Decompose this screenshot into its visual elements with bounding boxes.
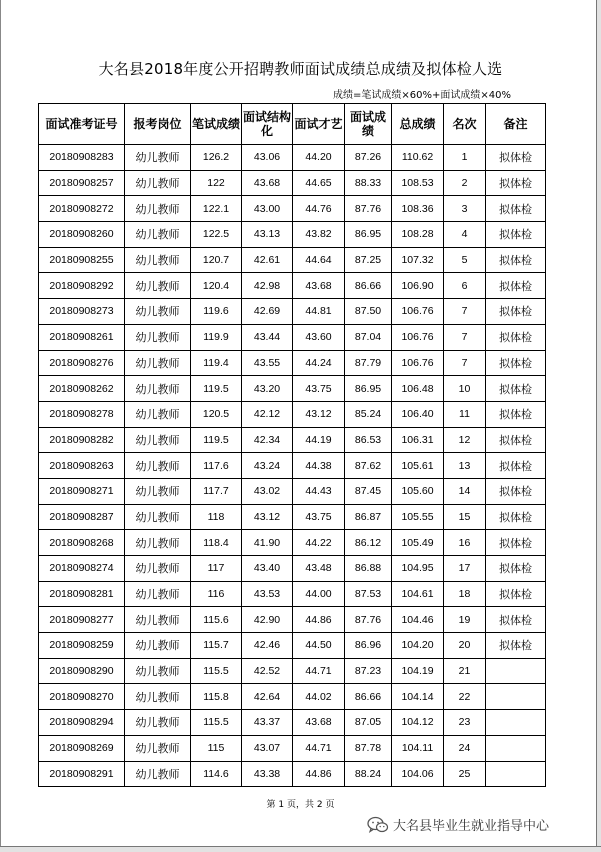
cell-remarks bbox=[486, 761, 546, 787]
cell-remarks: 拟体检 bbox=[486, 530, 546, 556]
cell-total-score: 104.11 bbox=[392, 735, 444, 761]
cell-remarks: 拟体检 bbox=[486, 607, 546, 633]
cell-written-score: 114.6 bbox=[191, 761, 242, 787]
cell-interview-score: 87.04 bbox=[345, 324, 392, 350]
table-row bbox=[39, 761, 546, 787]
cell-interview-score: 87.26 bbox=[345, 145, 392, 171]
cell-total-score: 106.48 bbox=[392, 376, 444, 402]
cell-structured-score: 43.13 bbox=[242, 222, 293, 248]
table-row bbox=[39, 530, 546, 556]
cell-structured-score: 42.90 bbox=[242, 607, 293, 633]
cell-total-score: 108.36 bbox=[392, 196, 444, 222]
cell-rank: 24 bbox=[444, 735, 486, 761]
cell-total-score: 108.28 bbox=[392, 222, 444, 248]
cell-rank: 7 bbox=[444, 299, 486, 325]
cell-rank: 12 bbox=[444, 427, 486, 453]
score-table bbox=[38, 103, 546, 787]
cell-post: 幼儿教师 bbox=[125, 376, 191, 402]
cell-post: 幼儿教师 bbox=[125, 504, 191, 530]
cell-remarks: 拟体检 bbox=[486, 350, 546, 376]
cell-talent-score: 43.68 bbox=[293, 710, 345, 736]
cell-total-score: 104.20 bbox=[392, 633, 444, 659]
cell-talent-score: 44.86 bbox=[293, 607, 345, 633]
cell-remarks: 拟体检 bbox=[486, 427, 546, 453]
cell-exam-id: 20180908268 bbox=[39, 530, 125, 556]
watermark-text: 大名县毕业生就业指导中心 bbox=[393, 819, 550, 834]
cell-structured-score: 42.61 bbox=[242, 247, 293, 273]
cell-interview-score: 86.88 bbox=[345, 556, 392, 582]
cell-talent-score: 43.60 bbox=[293, 324, 345, 350]
score-formula: 成绩=笔试成绩×60%+面试成绩×40% bbox=[333, 90, 511, 101]
cell-remarks: 拟体检 bbox=[486, 145, 546, 171]
cell-total-score: 104.06 bbox=[392, 761, 444, 787]
cell-remarks: 拟体检 bbox=[486, 453, 546, 479]
cell-interview-score: 86.96 bbox=[345, 633, 392, 659]
cell-talent-score: 44.71 bbox=[293, 658, 345, 684]
cell-written-score: 115 bbox=[191, 735, 242, 761]
cell-post: 幼儿教师 bbox=[125, 401, 191, 427]
cell-talent-score: 43.48 bbox=[293, 556, 345, 582]
cell-structured-score: 43.55 bbox=[242, 350, 293, 376]
cell-exam-id: 20180908272 bbox=[39, 196, 125, 222]
cell-post: 幼儿教师 bbox=[125, 273, 191, 299]
cell-remarks: 拟体检 bbox=[486, 196, 546, 222]
cell-total-score: 106.40 bbox=[392, 401, 444, 427]
cell-exam-id: 20180908257 bbox=[39, 170, 125, 196]
table-row bbox=[39, 581, 546, 607]
header-rank: 名次 bbox=[444, 104, 486, 145]
cell-rank: 22 bbox=[444, 684, 486, 710]
cell-post: 幼儿教师 bbox=[125, 350, 191, 376]
cell-structured-score: 42.12 bbox=[242, 401, 293, 427]
header-remarks: 备注 bbox=[486, 104, 546, 145]
cell-rank: 23 bbox=[444, 710, 486, 736]
cell-written-score: 120.5 bbox=[191, 401, 242, 427]
cell-remarks: 拟体检 bbox=[486, 556, 546, 582]
cell-talent-score: 44.64 bbox=[293, 247, 345, 273]
cell-rank: 10 bbox=[444, 376, 486, 402]
cell-exam-id: 20180908281 bbox=[39, 581, 125, 607]
table-row bbox=[39, 145, 546, 171]
cell-rank: 18 bbox=[444, 581, 486, 607]
cell-remarks bbox=[486, 684, 546, 710]
cell-rank: 17 bbox=[444, 556, 486, 582]
cell-talent-score: 43.75 bbox=[293, 504, 345, 530]
cell-written-score: 115.8 bbox=[191, 684, 242, 710]
cell-structured-score: 42.98 bbox=[242, 273, 293, 299]
header-post: 报考岗位 bbox=[125, 104, 191, 145]
cell-talent-score: 44.81 bbox=[293, 299, 345, 325]
cell-interview-score: 88.24 bbox=[345, 761, 392, 787]
cell-interview-score: 87.76 bbox=[345, 607, 392, 633]
cell-rank: 2 bbox=[444, 170, 486, 196]
cell-post: 幼儿教师 bbox=[125, 478, 191, 504]
cell-rank: 13 bbox=[444, 453, 486, 479]
cell-remarks bbox=[486, 710, 546, 736]
cell-interview-score: 86.95 bbox=[345, 376, 392, 402]
cell-total-score: 104.19 bbox=[392, 658, 444, 684]
cell-exam-id: 20180908263 bbox=[39, 453, 125, 479]
cell-interview-score: 87.62 bbox=[345, 453, 392, 479]
cell-rank: 1 bbox=[444, 145, 486, 171]
cell-structured-score: 42.52 bbox=[242, 658, 293, 684]
cell-post: 幼儿教师 bbox=[125, 222, 191, 248]
cell-rank: 11 bbox=[444, 401, 486, 427]
cell-talent-score: 44.22 bbox=[293, 530, 345, 556]
cell-written-score: 118 bbox=[191, 504, 242, 530]
cell-talent-score: 44.19 bbox=[293, 427, 345, 453]
page-title: 大名县2018年度公开招聘教师面试成绩总成绩及拟体检人选 bbox=[98, 60, 503, 78]
cell-remarks bbox=[486, 735, 546, 761]
cell-remarks: 拟体检 bbox=[486, 222, 546, 248]
cell-structured-score: 43.07 bbox=[242, 735, 293, 761]
cell-exam-id: 20180908283 bbox=[39, 145, 125, 171]
cell-post: 幼儿教师 bbox=[125, 170, 191, 196]
cell-total-score: 106.90 bbox=[392, 273, 444, 299]
cell-exam-id: 20180908277 bbox=[39, 607, 125, 633]
cell-interview-score: 87.25 bbox=[345, 247, 392, 273]
cell-rank: 7 bbox=[444, 350, 486, 376]
table-row bbox=[39, 247, 546, 273]
cell-structured-score: 43.38 bbox=[242, 761, 293, 787]
cell-structured-score: 43.02 bbox=[242, 478, 293, 504]
cell-total-score: 106.76 bbox=[392, 299, 444, 325]
cell-exam-id: 20180908274 bbox=[39, 556, 125, 582]
cell-written-score: 119.6 bbox=[191, 299, 242, 325]
cell-post: 幼儿教师 bbox=[125, 684, 191, 710]
cell-post: 幼儿教师 bbox=[125, 607, 191, 633]
cell-talent-score: 44.43 bbox=[293, 478, 345, 504]
table-row bbox=[39, 273, 546, 299]
cell-structured-score: 43.06 bbox=[242, 145, 293, 171]
cell-talent-score: 43.68 bbox=[293, 273, 345, 299]
cell-total-score: 105.49 bbox=[392, 530, 444, 556]
cell-rank: 19 bbox=[444, 607, 486, 633]
header-total-score: 总成绩 bbox=[392, 104, 444, 145]
cell-remarks: 拟体检 bbox=[486, 633, 546, 659]
cell-total-score: 107.32 bbox=[392, 247, 444, 273]
cell-remarks: 拟体检 bbox=[486, 401, 546, 427]
cell-talent-score: 43.12 bbox=[293, 401, 345, 427]
cell-written-score: 126.2 bbox=[191, 145, 242, 171]
cell-structured-score: 43.24 bbox=[242, 453, 293, 479]
cell-structured-score: 41.90 bbox=[242, 530, 293, 556]
cell-interview-score: 87.23 bbox=[345, 658, 392, 684]
cell-total-score: 105.60 bbox=[392, 478, 444, 504]
table-row bbox=[39, 710, 546, 736]
cell-talent-score: 44.24 bbox=[293, 350, 345, 376]
cell-total-score: 105.61 bbox=[392, 453, 444, 479]
cell-talent-score: 44.20 bbox=[293, 145, 345, 171]
cell-interview-score: 86.66 bbox=[345, 684, 392, 710]
cell-structured-score: 43.37 bbox=[242, 710, 293, 736]
cell-structured-score: 43.68 bbox=[242, 170, 293, 196]
cell-post: 幼儿教师 bbox=[125, 530, 191, 556]
cell-remarks: 拟体检 bbox=[486, 170, 546, 196]
cell-exam-id: 20180908255 bbox=[39, 247, 125, 273]
cell-interview-score: 87.53 bbox=[345, 581, 392, 607]
table-row bbox=[39, 299, 546, 325]
page-number: 第 1 页，共 2 页 bbox=[266, 800, 335, 810]
cell-total-score: 104.61 bbox=[392, 581, 444, 607]
cell-remarks: 拟体检 bbox=[486, 299, 546, 325]
cell-interview-score: 87.50 bbox=[345, 299, 392, 325]
cell-written-score: 120.7 bbox=[191, 247, 242, 273]
table-row bbox=[39, 478, 546, 504]
cell-interview-score: 87.76 bbox=[345, 196, 392, 222]
cell-written-score: 122.1 bbox=[191, 196, 242, 222]
cell-post: 幼儿教师 bbox=[125, 427, 191, 453]
cell-written-score: 115.7 bbox=[191, 633, 242, 659]
cell-talent-score: 44.71 bbox=[293, 735, 345, 761]
cell-rank: 3 bbox=[444, 196, 486, 222]
cell-exam-id: 20180908260 bbox=[39, 222, 125, 248]
cell-total-score: 104.46 bbox=[392, 607, 444, 633]
cell-total-score: 105.55 bbox=[392, 504, 444, 530]
cell-rank: 15 bbox=[444, 504, 486, 530]
header-talent-interview: 面试才艺 bbox=[293, 104, 345, 145]
cell-exam-id: 20180908294 bbox=[39, 710, 125, 736]
header-interview-score: 面试成绩 bbox=[345, 104, 392, 145]
cell-total-score: 104.95 bbox=[392, 556, 444, 582]
table-row bbox=[39, 453, 546, 479]
cell-total-score: 108.53 bbox=[392, 170, 444, 196]
cell-written-score: 116 bbox=[191, 581, 242, 607]
cell-exam-id: 20180908270 bbox=[39, 684, 125, 710]
cell-total-score: 110.62 bbox=[392, 145, 444, 171]
cell-remarks bbox=[486, 658, 546, 684]
cell-talent-score: 44.02 bbox=[293, 684, 345, 710]
table-row bbox=[39, 350, 546, 376]
cell-exam-id: 20180908276 bbox=[39, 350, 125, 376]
cell-structured-score: 42.69 bbox=[242, 299, 293, 325]
cell-remarks: 拟体检 bbox=[486, 504, 546, 530]
cell-written-score: 119.9 bbox=[191, 324, 242, 350]
table-row bbox=[39, 504, 546, 530]
cell-post: 幼儿教师 bbox=[125, 581, 191, 607]
cell-rank: 14 bbox=[444, 478, 486, 504]
cell-structured-score: 42.46 bbox=[242, 633, 293, 659]
cell-written-score: 117 bbox=[191, 556, 242, 582]
cell-post: 幼儿教师 bbox=[125, 556, 191, 582]
cell-exam-id: 20180908262 bbox=[39, 376, 125, 402]
cell-interview-score: 85.24 bbox=[345, 401, 392, 427]
cell-written-score: 115.5 bbox=[191, 658, 242, 684]
cell-rank: 6 bbox=[444, 273, 486, 299]
cell-written-score: 122 bbox=[191, 170, 242, 196]
cell-total-score: 106.31 bbox=[392, 427, 444, 453]
cell-exam-id: 20180908259 bbox=[39, 633, 125, 659]
table-row bbox=[39, 427, 546, 453]
cell-interview-score: 86.66 bbox=[345, 273, 392, 299]
table-row bbox=[39, 196, 546, 222]
cell-post: 幼儿教师 bbox=[125, 453, 191, 479]
wechat-icon bbox=[367, 816, 389, 834]
cell-post: 幼儿教师 bbox=[125, 761, 191, 787]
cell-exam-id: 20180908291 bbox=[39, 761, 125, 787]
cell-written-score: 119.5 bbox=[191, 427, 242, 453]
cell-written-score: 115.5 bbox=[191, 710, 242, 736]
cell-written-score: 120.4 bbox=[191, 273, 242, 299]
cell-interview-score: 86.53 bbox=[345, 427, 392, 453]
cell-talent-score: 44.00 bbox=[293, 581, 345, 607]
cell-exam-id: 20180908271 bbox=[39, 478, 125, 504]
cell-interview-score: 87.05 bbox=[345, 710, 392, 736]
cell-structured-score: 42.64 bbox=[242, 684, 293, 710]
page-frame-bottom bbox=[0, 846, 601, 852]
cell-rank: 7 bbox=[444, 324, 486, 350]
cell-remarks: 拟体检 bbox=[486, 324, 546, 350]
cell-written-score: 115.6 bbox=[191, 607, 242, 633]
cell-talent-score: 43.75 bbox=[293, 376, 345, 402]
table-row bbox=[39, 684, 546, 710]
cell-written-score: 118.4 bbox=[191, 530, 242, 556]
cell-structured-score: 43.44 bbox=[242, 324, 293, 350]
cell-post: 幼儿教师 bbox=[125, 633, 191, 659]
cell-post: 幼儿教师 bbox=[125, 735, 191, 761]
table-row bbox=[39, 556, 546, 582]
header-written-score: 笔试成绩 bbox=[191, 104, 242, 145]
cell-structured-score: 42.34 bbox=[242, 427, 293, 453]
cell-post: 幼儿教师 bbox=[125, 247, 191, 273]
cell-exam-id: 20180908292 bbox=[39, 273, 125, 299]
cell-remarks: 拟体检 bbox=[486, 247, 546, 273]
cell-exam-id: 20180908273 bbox=[39, 299, 125, 325]
cell-talent-score: 44.76 bbox=[293, 196, 345, 222]
cell-interview-score: 86.87 bbox=[345, 504, 392, 530]
cell-total-score: 106.76 bbox=[392, 324, 444, 350]
cell-post: 幼儿教师 bbox=[125, 710, 191, 736]
cell-post: 幼儿教师 bbox=[125, 324, 191, 350]
cell-talent-score: 43.82 bbox=[293, 222, 345, 248]
cell-rank: 20 bbox=[444, 633, 486, 659]
cell-structured-score: 43.53 bbox=[242, 581, 293, 607]
cell-rank: 25 bbox=[444, 761, 486, 787]
cell-written-score: 119.5 bbox=[191, 376, 242, 402]
header-structured-interview: 面试结构化 bbox=[242, 104, 293, 145]
cell-remarks: 拟体检 bbox=[486, 273, 546, 299]
cell-total-score: 104.14 bbox=[392, 684, 444, 710]
table-header-row bbox=[39, 104, 546, 145]
cell-remarks: 拟体检 bbox=[486, 581, 546, 607]
cell-structured-score: 43.12 bbox=[242, 504, 293, 530]
cell-post: 幼儿教师 bbox=[125, 658, 191, 684]
cell-post: 幼儿教师 bbox=[125, 299, 191, 325]
cell-exam-id: 20180908282 bbox=[39, 427, 125, 453]
table-row bbox=[39, 658, 546, 684]
cell-exam-id: 20180908269 bbox=[39, 735, 125, 761]
cell-post: 幼儿教师 bbox=[125, 145, 191, 171]
cell-exam-id: 20180908278 bbox=[39, 401, 125, 427]
cell-exam-id: 20180908261 bbox=[39, 324, 125, 350]
cell-written-score: 117.6 bbox=[191, 453, 242, 479]
cell-rank: 5 bbox=[444, 247, 486, 273]
table-row bbox=[39, 324, 546, 350]
cell-rank: 4 bbox=[444, 222, 486, 248]
cell-talent-score: 44.38 bbox=[293, 453, 345, 479]
table-row bbox=[39, 735, 546, 761]
cell-total-score: 104.12 bbox=[392, 710, 444, 736]
table-row bbox=[39, 633, 546, 659]
cell-total-score: 106.76 bbox=[392, 350, 444, 376]
table-row bbox=[39, 401, 546, 427]
cell-interview-score: 87.79 bbox=[345, 350, 392, 376]
table-row bbox=[39, 170, 546, 196]
cell-written-score: 117.7 bbox=[191, 478, 242, 504]
page-frame-right bbox=[596, 0, 601, 852]
header-exam-id: 面试准考证号 bbox=[39, 104, 125, 145]
cell-remarks: 拟体检 bbox=[486, 376, 546, 402]
cell-interview-score: 87.78 bbox=[345, 735, 392, 761]
cell-structured-score: 43.20 bbox=[242, 376, 293, 402]
cell-talent-score: 44.50 bbox=[293, 633, 345, 659]
page-frame-left bbox=[0, 0, 1, 852]
table-row bbox=[39, 376, 546, 402]
cell-written-score: 122.5 bbox=[191, 222, 242, 248]
cell-written-score: 119.4 bbox=[191, 350, 242, 376]
table-row bbox=[39, 222, 546, 248]
cell-interview-score: 87.45 bbox=[345, 478, 392, 504]
cell-interview-score: 88.33 bbox=[345, 170, 392, 196]
cell-structured-score: 43.00 bbox=[242, 196, 293, 222]
cell-exam-id: 20180908290 bbox=[39, 658, 125, 684]
watermark bbox=[367, 815, 549, 834]
cell-structured-score: 43.40 bbox=[242, 556, 293, 582]
cell-post: 幼儿教师 bbox=[125, 196, 191, 222]
cell-talent-score: 44.65 bbox=[293, 170, 345, 196]
cell-talent-score: 44.86 bbox=[293, 761, 345, 787]
cell-interview-score: 86.12 bbox=[345, 530, 392, 556]
cell-remarks: 拟体检 bbox=[486, 478, 546, 504]
cell-interview-score: 86.95 bbox=[345, 222, 392, 248]
cell-exam-id: 20180908287 bbox=[39, 504, 125, 530]
cell-rank: 21 bbox=[444, 658, 486, 684]
cell-rank: 16 bbox=[444, 530, 486, 556]
table-row bbox=[39, 607, 546, 633]
